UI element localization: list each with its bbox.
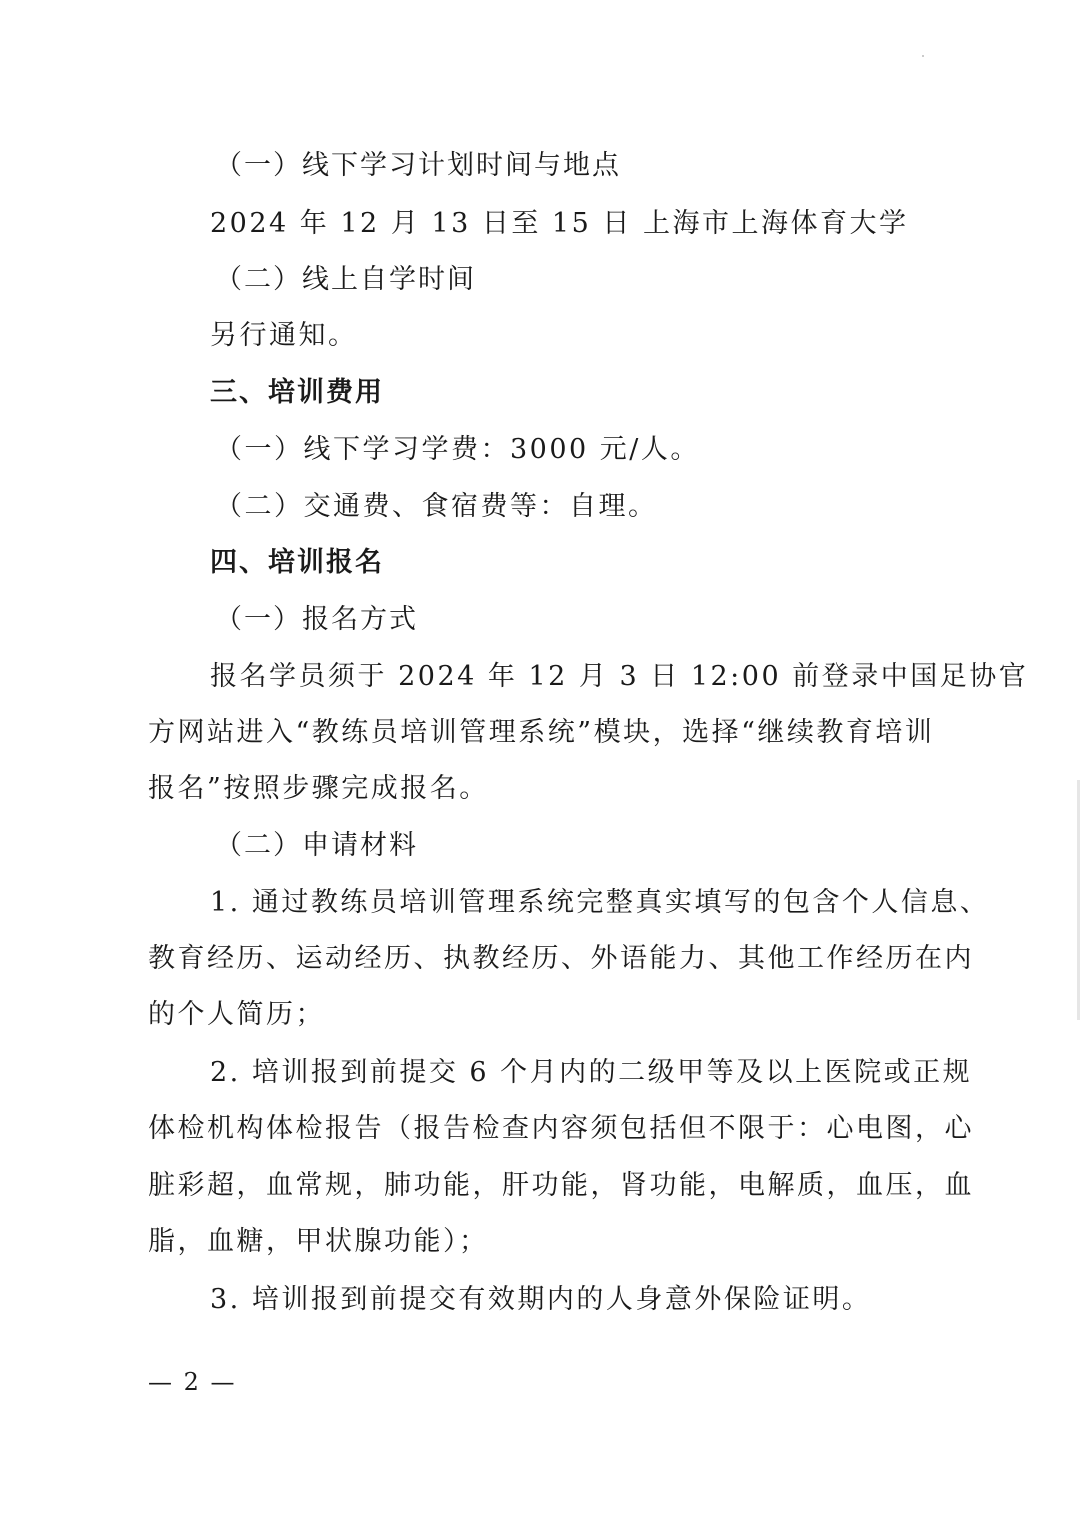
materials-item-2-line-3: 脏彩超，血常规，肺功能，肝功能，肾功能，电解质，血压，血	[148, 1170, 974, 1201]
page-number: — 2 —	[148, 1368, 237, 1396]
section-heading-fees: 三、培训费用	[210, 377, 384, 408]
subheading-application-materials: （二）申请材料	[215, 830, 418, 861]
section-heading-registration: 四、培训报名	[210, 547, 384, 578]
materials-item-1-line-1: 1. 通过教练员培训管理系统完整真实填写的包含个人信息、	[210, 887, 990, 918]
online-study-text: 另行通知。	[210, 320, 358, 351]
fee-tuition: （一）线下学习学费：3000 元/人。	[215, 434, 700, 465]
materials-item-1-line-2: 教育经历、运动经历、执教经历、外语能力、其他工作经历在内	[148, 943, 974, 974]
offline-schedule-text: 2024 年 12 月 13 日至 15 日 上海市上海体育大学	[210, 208, 909, 239]
registration-paragraph-line-3: 报名”按照步骤完成报名。	[148, 773, 489, 804]
subheading-online-study: （二）线上自学时间	[215, 264, 476, 295]
fee-travel-lodging: （二）交通费、食宿费等：自理。	[215, 491, 658, 522]
materials-item-2-line-4: 脂，血糖，甲状腺功能）；	[148, 1226, 489, 1257]
materials-item-1-line-3: 的个人简历；	[148, 999, 325, 1030]
registration-paragraph-line-2: 方网站进入“教练员培训管理系统”模块，选择“继续教育培训	[148, 717, 935, 748]
materials-item-3: 3. 培训报到前提交有效期内的人身意外保险证明。	[210, 1284, 872, 1315]
subheading-offline-schedule: （一）线下学习计划时间与地点	[215, 150, 621, 181]
scan-speck	[922, 55, 924, 57]
registration-paragraph-line-1: 报名学员须于 2024 年 12 月 3 日 12:00 前登录中国足协官	[210, 661, 1029, 692]
materials-item-2-line-2: 体检机构体检报告（报告检查内容须包括但不限于：心电图，心	[148, 1113, 974, 1144]
materials-item-2-line-1: 2. 培训报到前提交 6 个月内的二级甲等及以上医院或正规	[210, 1057, 973, 1088]
subheading-registration-method: （一）报名方式	[215, 604, 418, 635]
